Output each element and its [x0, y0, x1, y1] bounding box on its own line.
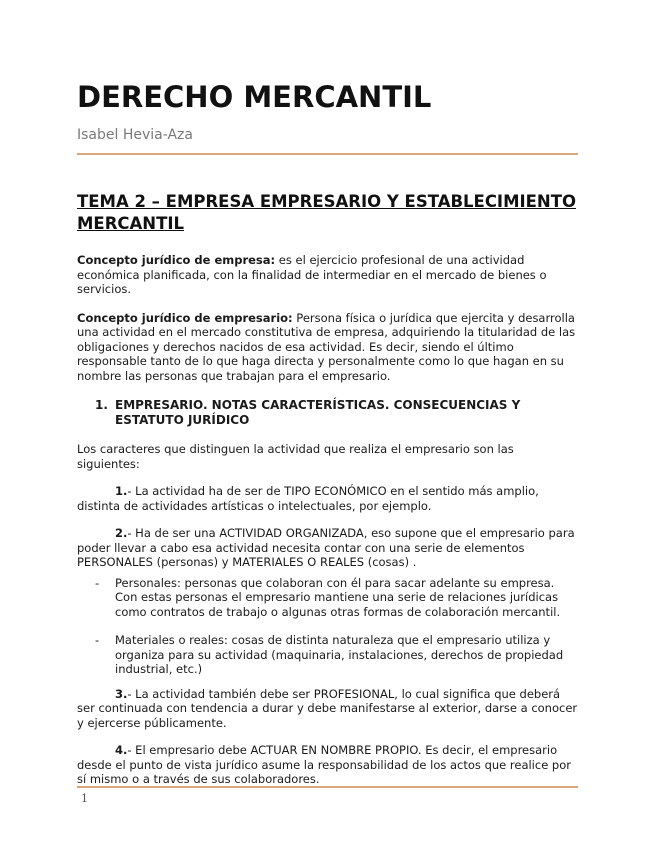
- bullet-dash: -: [95, 575, 100, 590]
- characteristic-item: [77, 743, 578, 787]
- section-number: 1.: [95, 398, 108, 412]
- bullet-text: Personales: personas que colaboran con él para sacar adelante su empresa. Con estas personas el empresario mantiene una serie de relaciones jurídicas como contratos de trabajo o algunas otras formas de colaboración mercantil.: [115, 575, 561, 619]
- characteristic-item: [77, 526, 578, 570]
- characteristic-item: [77, 484, 578, 513]
- tema-heading: TEMA 2 – EMPRESA EMPRESARIO Y ESTABLECIMIENTO MERCANTIL: [77, 192, 576, 233]
- definition-empresa: [77, 253, 578, 297]
- definition-term: Concepto jurídico de empresario:: [77, 310, 293, 325]
- characteristic-item: [77, 687, 578, 731]
- footer-divider: [77, 786, 578, 788]
- author-name: Isabel Hevia-Aza: [77, 127, 193, 143]
- item-text: - La actividad también debe ser PROFESIONAL, lo cual significa que deberá ser continuada con tendencia a durar y debe manifestarse al exterior, darse a conocer y ejercerse públicamente.: [77, 686, 578, 730]
- item-text: - El empresario debe ACTUAR EN NOMBRE PROPIO. Es decir, el empresario desde el punto de vista jurídico asume la responsabilidad de los actos que realice por sí mismo o a través de sus colaboradores.: [77, 743, 571, 786]
- page-content: [77, 78, 578, 787]
- item-number: 3.: [115, 686, 128, 701]
- bullet-dash: -: [95, 633, 100, 647]
- elements-list: [77, 576, 578, 677]
- item-number: 1.: [115, 484, 128, 498]
- list-item: [77, 633, 578, 677]
- item-text: - Ha de ser una ACTIVIDAD ORGANIZADA, eso supone que el empresario para poder llevar a cabo esa actividad necesita contar con una serie de elementos PERSONALES (personas) y MATERIALES O REALES (cosas) .: [77, 526, 575, 569]
- section-intro: Los caracteres que distinguen la actividad que realiza el empresario son las siguientes:: [77, 442, 514, 471]
- item-number: 4.: [115, 743, 128, 757]
- item-number: 2.: [115, 526, 128, 540]
- section-title: EMPRESARIO. NOTAS CARACTERÍSTICAS. CONSECUENCIAS Y ESTATUTO JURÍDICO: [115, 398, 521, 427]
- document-title: DERECHO MERCANTIL: [77, 80, 432, 114]
- definition-text: Persona física o jurídica que ejercita y desarrolla una actividad en el mercado constitutiva de empresa, adquiriendo la titularidad de las obligaciones y derechos nacidos de esa actividad. Es decir, siendo el último responsable tanto de lo que haga directa y personalmente como lo que hagan en su nombre las personas que trabajan para el empresario.: [77, 310, 576, 383]
- definition-empresario: [77, 311, 578, 384]
- definition-text: es el ejercicio profesional de una actividad económica planificada, con la finalidad de intermediar en el mercado de bienes o servicios.: [77, 253, 547, 296]
- section-heading: [77, 398, 578, 428]
- bullet-text: Materiales o reales: cosas de distinta naturaleza que el empresario utiliza y organiza para su actividad (maquinaria, instalaciones, derechos de propiedad industrial, etc.): [115, 633, 564, 676]
- definition-term: Concepto jurídico de empresa:: [77, 253, 276, 267]
- header-divider: [77, 153, 578, 155]
- item-text: - La actividad ha de ser de TIPO ECONÓMICO en el sentido más amplio, distinta de actividades artísticas o intelectuales, por ejemplo.: [77, 484, 539, 513]
- list-item: [77, 576, 578, 620]
- page-number: 1: [81, 792, 88, 805]
